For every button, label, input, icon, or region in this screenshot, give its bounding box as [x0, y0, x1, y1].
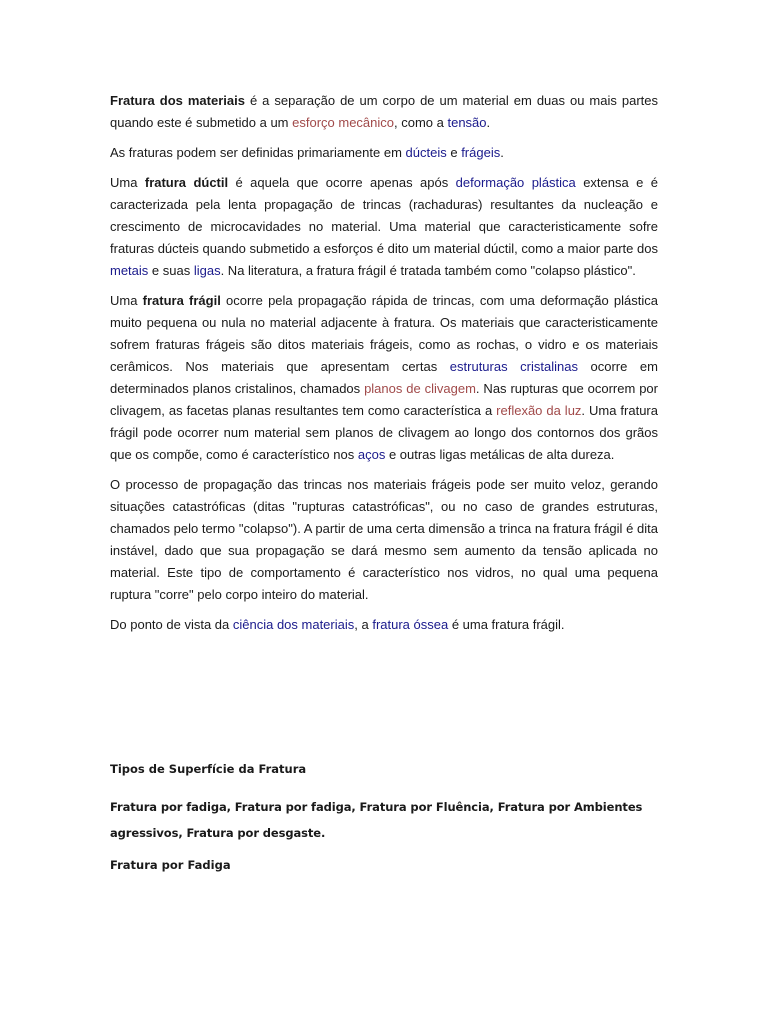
paragraph-definition: [110, 90, 658, 134]
text: é a separação de um corpo de um material em duas ou mais partes quando este é submetido a um: [110, 93, 658, 130]
term-fratura-fragil: fratura frágil: [142, 293, 221, 308]
link-tensao[interactable]: tensão: [447, 115, 487, 130]
link-ducteis[interactable]: dúcteis: [405, 145, 447, 160]
text: e outras ligas metálicas de alta dureza.: [385, 447, 615, 462]
link-frageis[interactable]: frágeis: [461, 145, 501, 160]
paragraph-fratura-fragil: [110, 290, 658, 466]
text: . Nas rupturas que ocorrem por clivagem, as facetas planas resultantes tem como característica a: [110, 381, 658, 418]
text: é uma fratura frágil.: [448, 617, 565, 632]
section-heading: Tipos de Superfície da Fratura: [110, 762, 307, 776]
link-ciencia-dos-materiais[interactable]: ciência dos materiais: [232, 617, 355, 632]
text: e suas: [148, 263, 194, 278]
link-estruturas-cristalinas[interactable]: estruturas cristalinas: [449, 359, 578, 374]
text: , como a: [394, 115, 448, 130]
text: . Na literatura, a fratura frágil é tratada também como "colapso plástico".: [220, 263, 636, 278]
text: e: [446, 145, 462, 160]
link-reflexao-da-luz[interactable]: reflexão da luz: [496, 403, 582, 418]
link-fratura-ossea[interactable]: fratura óssea: [372, 617, 449, 632]
text: extensa e é caracterizada pela lenta propagação de trincas (rachaduras) resultantes da nucleação e crescimento de microcavidades no material. Uma material que caracteristicamente sofre fraturas dúcteis quando submetido a esforços é dito um material dúctil, como a maior parte dos: [110, 175, 658, 256]
text: .: [500, 145, 504, 160]
text: Do ponto de vista da: [110, 617, 233, 632]
text: Uma: [110, 293, 143, 308]
term-fratura-dos-materiais: Fratura dos materiais: [110, 93, 245, 108]
paragraph-ciencia: [110, 614, 658, 636]
text: . Uma fratura frágil pode ocorrer num material sem planos de clivagem ao longo dos contornos dos grãos que os compõe, como é característico nos: [110, 403, 658, 462]
article-body: [110, 90, 658, 644]
text: Uma: [110, 175, 145, 190]
text: é aquela que ocorre apenas após: [228, 175, 456, 190]
surface-types-section: [110, 758, 658, 890]
paragraph-types: [110, 142, 658, 164]
link-acos[interactable]: aços: [357, 447, 386, 462]
link-deformacao-plastica[interactable]: deformação plástica: [455, 175, 576, 190]
text: As fraturas podem ser definidas primariamente em: [110, 145, 406, 160]
link-ligas[interactable]: ligas: [193, 263, 221, 278]
text: ocorre em determinados planos cristalinos, chamados: [110, 359, 658, 396]
text: .: [486, 115, 491, 130]
fracture-types-list: Fratura por fadiga, Fratura por fadiga, Fratura por Fluência, Fratura por Ambientes agressivos, Fratura por desgaste.: [110, 800, 643, 840]
link-metais[interactable]: metais: [110, 263, 149, 278]
term-fratura-ductil: fratura dúctil: [144, 175, 229, 190]
paragraph-propagacao: [110, 474, 658, 606]
text: ocorre pela propagação rápida de trincas, com uma deformação plástica muito pequena ou nula no material adjacente à fratura. Os materiais que caracteristicamente sofrem fraturas frágeis são ditos materiais frágeis, como as rochas, o vidro e os materiais cerâmicos. Nos materiais que apresentam certas: [110, 293, 659, 374]
link-esforco-mecanico[interactable]: esforço mecânico: [292, 115, 395, 130]
text: O processo de propagação das trincas nos materiais frágeis pode ser muito veloz, gerando situações catastróficas (ditas "rupturas catastróficas", ou no caso de grandes estruturas, chamados pelo termo "colapso"). A partir de uma certa dimensão a trinca na fratura frágil é dita instável, dado que sua propagação se dará mesmo sem aumento da tensão aplicada no material. Este tipo de comportamento é característico nos vidros, no qual uma pequena ruptura "corre" pelo corpo inteiro do material.: [110, 477, 658, 602]
paragraph-fratura-ductil: [110, 172, 658, 282]
text: , a: [354, 617, 373, 632]
link-planos-de-clivagem[interactable]: planos de clivagem: [364, 381, 476, 396]
section-subheading: Fratura por Fadiga: [110, 858, 231, 872]
